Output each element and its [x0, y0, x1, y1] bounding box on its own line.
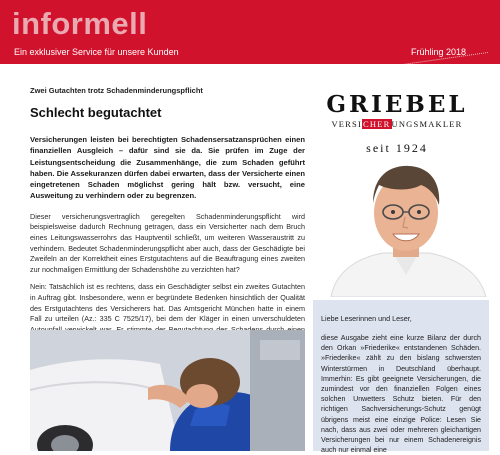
editorial-text: diese Ausgabe zieht eine kurze Bilanz der durch den Orkan »Friederike« entstandenen Schäden. »Friederike« zählt zu den bislang schwersten Winterstürmen in Deutschland überhaupt. Immerhin: Es gibt geeignete Versicherungen, die zumindest vor den finanziellen Folgen eines solchen Unwetters Schutz bieten. Für den richtigen Sachversicherungs-Schutz genügt übrigens meist eine einzige Police: Lesen Sie nach, dass aus zwei oder mehreren gleichartigen Versicherungen bei nur einem Schadenereignis auch nur einmal eine — [321, 334, 481, 455]
masthead — [0, 0, 500, 64]
company-name: GRIEBEL — [326, 91, 468, 118]
article-photo — [30, 330, 305, 451]
article-headline: Schlecht begutachtet — [30, 105, 162, 120]
masthead-tagline: Ein exklusiver Service für unsere Kunden — [14, 47, 179, 57]
newsletter-logo: informell — [12, 6, 148, 41]
company-since: seit 1924 — [366, 141, 428, 155]
article-paragraph-2: Nein: Tatsächlich ist es rechtens, dass ein Geschädigter selbst ein zweites Gutachten in Auftrag gibt. Insbesondere, wenn er begründete Bedenken hinsichtlich der Qualität des Erstgutachtens des Versicherers hat. Das Amtsgericht München hatte in einem Fall zu urteilen (Az.: 335 C 7525/17), bei dem der Kläger in einen unverschuldeten — [30, 282, 305, 324]
subtitle-highlight: CHER — [363, 119, 391, 129]
portrait-illustration — [321, 157, 491, 297]
mechanic-car-illustration — [30, 330, 305, 451]
author-portrait — [321, 157, 491, 297]
issue-season: Frühling 2018 — [410, 47, 466, 57]
editorial-greeting: Liebe Leserinnen und Leser, — [321, 314, 412, 323]
editorial-box — [313, 300, 489, 455]
company-logo — [322, 92, 472, 159]
article-lead: Versicherungen leisten bei berechtigten Schadensersatzansprüchen einen finanziellen Ausgleich – dafür sind sie da. Sie prüfen im Zuge der Leistungsentscheidung die Zusammenhänge, die zum Schaden geführt haben. Die Assekuranzen dürfen dabei erwarten, dass der Versicherte einen eingetretenen Schaden möglichst gering hält bzw. versucht, eine Ausweitung zu verhindern oder zu begrenzen. — [30, 135, 305, 201]
subtitle-part-2: UNGSMAKLER — [391, 119, 463, 129]
company-subtitle — [322, 119, 472, 129]
subtitle-part-1: VERSI — [331, 119, 363, 129]
article-kicker: Zwei Gutachten trotz Schadenminderungspflicht — [30, 86, 203, 95]
article-paragraph-1: Dieser versicherungsvertraglich geregelten Schadenminderungspflicht wird beispielsweise dadurch Rechnung getragen, dass ein Versicherter nach dem Bruch eines Leitungswasserrohrs das Hauptventil schließt, um weiteren Wasseraustritt zu verhindern. Bedeutet Schadenminderungspflicht aber auch, dass der Geschädigte bei Zweifeln an der Korrektheit eines Erstgutachtens auf die Beauftragung eines zweiten zur nochmaligen Ermittlung der Schadenshöhe zu verzichten hat? — [30, 211, 305, 274]
article — [30, 86, 305, 346]
